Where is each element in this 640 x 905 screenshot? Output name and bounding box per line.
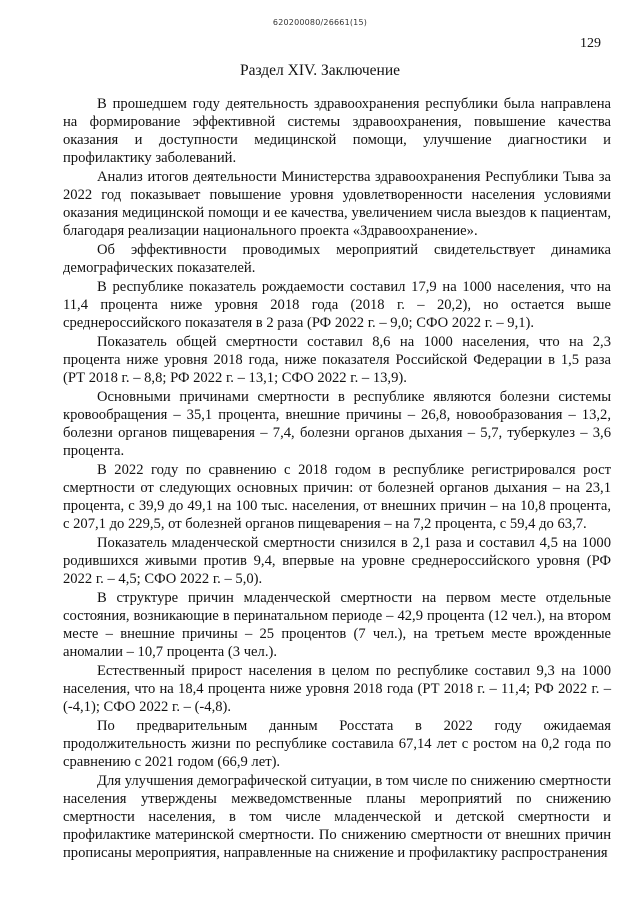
body-text	[63, 95, 611, 863]
paragraph-11: По предварительным данным Росстата в 2022 году ожидаемая продолжительность жизни по республике составила 67,14 лет с ростом на 0,2 года по сравнению с 2021 годом (66,9 лет).	[63, 718, 611, 770]
paragraph-5: Показатель общей смертности составил 8,6 на 1000 населения, что на 2,3 процента ниже уровня 2018 года, ниже показателя Российской Федерации в 1,5 раза (РТ 2018 г. – 8,8; РФ 2022 г. – 13,1; СФО 2022 г. – 13,9).	[63, 334, 611, 386]
paragraph-2: Анализ итогов деятельности Министерства здравоохранения Республики Тыва за 2022 год показывает повышение уровня удовлетворенности населения условиями оказания медицинской помощи и ее качества, увеличением числа выездов к пациентам, благодаря реализации национального проекта «Здравоохранение».	[63, 169, 611, 239]
page-number: 129	[580, 36, 601, 51]
paragraph-7: В 2022 году по сравнению с 2018 годом в республике регистрировался рост смертности от следующих основных причин: от болезней органов дыхания – на 23,1 процента, с 39,9 до 49,1 на 100 тыс. населения, от внешних причин – на 10,8 процента, с 207,1 до 229,5, от болезней органов пищеварения – на 7,2 процента, с 59,4 до 63,7.	[63, 462, 611, 532]
document-id: 620200080/26661(15)	[272, 18, 368, 27]
paragraph-12: Для улучшения демографической ситуации, в том числе по снижению смертности населения утверждены межведомственные планы мероприятий по снижению смертности населения, в том числе младенческой и детской смертности и профилактике материнской смертности. По снижению смертности от внешних причин прописаны мероприятия, направленные на снижение и профилактику распространения	[63, 773, 611, 861]
paragraph-8: Показатель младенческой смертности снизился в 2,1 раза и составил 4,5 на 1000 родившихся живыми против 9,4, впервые на уровне среднероссийского уровня (РФ 2022 г. – 4,5; СФО 2022 г. – 5,0).	[63, 535, 611, 587]
paragraph-9: В структуре причин младенческой смертности на первом месте отдельные состояния, возникающие в перинатальном периоде – 42,9 процента (12 чел.), на втором месте – внешние причины – 25 процентов (7 чел.), на третьем месте врожденные аномалии – 10,7 процента (3 чел.).	[63, 590, 611, 660]
paragraph-4: В республике показатель рождаемости составил 17,9 на 1000 населения, что на 11,4 процента ниже уровня 2018 года (2018 г. – 20,2), но остается выше среднероссийского показателя в 2 раза (РФ 2022 г. – 9,0; СФО 2022 г. – 9,1).	[63, 279, 611, 331]
paragraph-6: Основными причинами смертности в республике являются болезни системы кровообращения – 35,1 процента, внешние причины – 26,8, новообразования – 13,2, болезни органов пищеварения – 7,4, болезни органов дыхания – 5,7, туберкулез – 3,6 процента.	[63, 389, 611, 459]
section-title: Раздел XIV. Заключение	[239, 62, 401, 79]
paragraph-10: Естественный прирост населения в целом по республике составил 9,3 на 1000 населения, что на 18,4 процента ниже уровня 2018 года (РТ 2018 г. – 11,4; РФ 2022 г. – (-4,1); СФО 2022 г. – (-4,8).	[63, 663, 611, 715]
paragraph-1: В прошедшем году деятельность здравоохранения республики была направлена на формирование эффективной системы здравоохранения, повышение качества оказания и доступности медицинской помощи, улучшение диагностики и профилактику заболеваний.	[63, 96, 611, 166]
paragraph-3: Об эффективности проводимых мероприятий свидетельствует динамика демографических показателей.	[63, 242, 611, 276]
